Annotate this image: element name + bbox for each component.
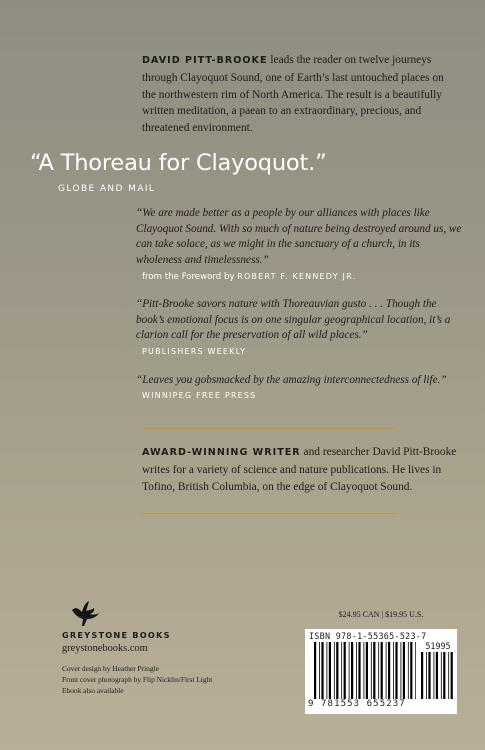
divider-rule [142, 428, 396, 429]
barcode-addon-bars [421, 652, 455, 699]
publisher-website[interactable]: greystonebooks.com [62, 643, 148, 654]
barcode-bar [421, 652, 423, 699]
barcode-bar [388, 642, 390, 699]
barcode-bar [403, 642, 405, 699]
barcode-bar [408, 642, 409, 699]
barcode-bar [393, 642, 394, 699]
barcode-bar [451, 652, 453, 699]
barcode-bar [319, 642, 320, 699]
barcode-bars [314, 642, 416, 699]
barcode-bar [373, 642, 375, 699]
barcode-bar [434, 652, 435, 699]
barcode-bar [329, 642, 331, 699]
barcode-bar [436, 652, 438, 699]
barcode-bar [364, 642, 365, 699]
raven-icon [70, 600, 100, 628]
barcode-bar [341, 642, 342, 699]
barcode-bar [395, 642, 397, 699]
intro-paragraph [142, 52, 454, 137]
review-attribution-3 [142, 391, 256, 401]
intro-author-lead: DAVID PITT-BROOKE [142, 55, 268, 66]
barcode-bar [448, 652, 449, 699]
barcode-ean-digits: 9 781553 655237 [308, 699, 406, 709]
attribution-source: PUBLISHERS WEEKLY [142, 347, 247, 356]
barcode-bar [401, 642, 402, 699]
cover-credits [62, 663, 212, 697]
barcode-bar [371, 642, 372, 699]
barcode-bar [381, 642, 383, 699]
barcode-bar [321, 642, 323, 699]
credit-line: Cover design by Heather Pringle [62, 664, 159, 673]
attribution-source: ROBERT F. KENNEDY JR. [237, 272, 357, 281]
review-quote-1: “We are made better as a people by our alliances with places like Clayoquot Sound. With so much of nature being destroyed around us, we can take solace, as we might in the sanctuary of a church, in its wholeness and timelessness.” [136, 207, 462, 266]
attribution-prefix: from the Foreword by [142, 272, 238, 282]
barcode-bar [441, 652, 442, 699]
barcode-bar [358, 642, 360, 699]
credit-line: Front cover photograph by Flip Nicklin/First Light [62, 675, 213, 685]
bio-text: and researcher David Pitt-Brooke writes for a variety of science and nature publications. He lives in Tofino, British Columbia, on the edge of Clayoquot Sound. [142, 446, 457, 493]
review-quote-3: “Leaves you gobsmacked by the amazing interconnectedness of life.” [136, 374, 447, 386]
barcode-bar [349, 642, 350, 699]
barcode-bar [428, 652, 430, 699]
barcode-bar [386, 642, 387, 699]
publisher-name: GREYSTONE BOOKS [62, 630, 171, 640]
barcode-addon-digits: 51995 [425, 641, 451, 651]
barcode-bar [334, 642, 335, 699]
barcode-bar [327, 642, 328, 699]
review-attribution-2 [142, 347, 246, 357]
barcode-bar [366, 642, 368, 699]
headline-quote: “A Thoreau for Clayoquot.” [30, 150, 327, 176]
intro-text: leads the reader on twelve journeys through Clayoquot Sound, one of Earth’s last untouched places on the northwestern rim of North America. The result is a beautifully written meditation, a paean to an extraordinary, precious, and threatened environment. [142, 54, 444, 135]
barcode-bar [351, 642, 353, 699]
barcode-bar [378, 642, 379, 699]
review-quote-2: “Pitt-Brooke savors nature with Thoreauvian gusto . . . Though the book’s emotional focus is on one singular geographical location, it’s a clarion call for the preservation of all wild places.” [136, 298, 451, 342]
author-bio [142, 444, 464, 495]
barcode-bar [344, 642, 346, 699]
barcode-bar [314, 642, 316, 699]
barcode-bar [336, 642, 338, 699]
price-label: $24.95 CAN | $19.95 U.S. [338, 610, 424, 619]
barcode-bar [443, 652, 445, 699]
divider-rule [142, 513, 396, 514]
barcode-bar [426, 652, 427, 699]
credit-line: Ebook also available [62, 686, 124, 696]
headline-source: GLOBE AND MAIL [58, 184, 156, 194]
barcode-block [305, 629, 457, 714]
barcode-bar [410, 642, 412, 699]
review-attribution-1 [142, 272, 356, 282]
bio-lead: AWARD-WINNING WRITER [142, 447, 301, 458]
barcode-bar [415, 642, 416, 699]
barcode-bar [356, 642, 357, 699]
attribution-source: WINNIPEG FREE PRESS [142, 391, 257, 400]
isbn-number: ISBN 978-1-55365-523-7 [309, 631, 427, 641]
